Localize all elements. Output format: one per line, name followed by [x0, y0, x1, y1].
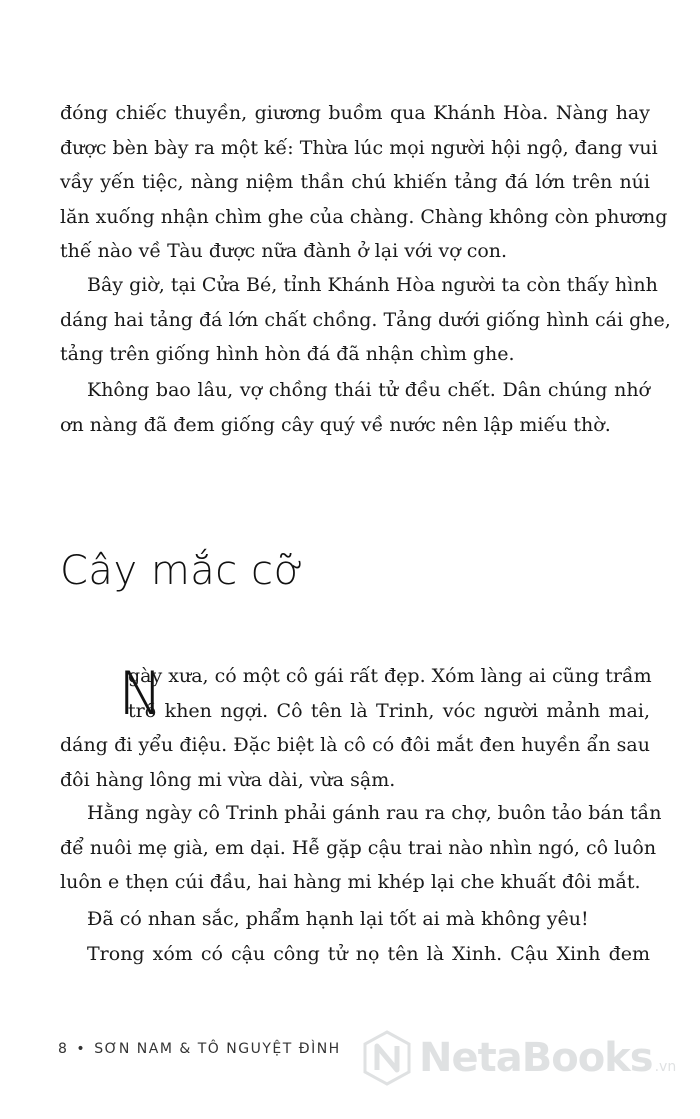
- text-line: dáng đi yểu điệu. Đặc biệt là cô có đôi mắt đen huyền ẩn sau: [60, 734, 650, 756]
- text-line: trồ khen ngợi. Cô tên là Trinh, vóc người mảnh mai,: [128, 699, 650, 722]
- text-line: Không bao lâu, vợ chồng thái tử đều chết. Dân chúng nhớ: [87, 379, 650, 401]
- footer-authors: SƠN NAM & TÔ NGUYỆT ĐÌNH: [94, 1041, 341, 1057]
- text-line: Đã có nhan sắc, phẩm hạnh lại tốt ai mà không yêu!: [87, 908, 589, 930]
- text-line: thế nào về Tàu được nữa đành ở lại với vợ con.: [60, 240, 508, 262]
- text-line: để nuôi mẹ già, em dại. Hễ gặp cậu trai nào nhìn ngó, cô luôn: [60, 836, 657, 859]
- netabooks-logo-icon: [363, 1030, 411, 1086]
- text-line: đóng chiếc thuyền, giương buồm qua Khánh Hòa. Nàng hay: [60, 102, 650, 124]
- text-line: Hằng ngày cô Trinh phải gánh rau ra chợ, buôn tảo bán tần: [87, 802, 662, 824]
- paragraph-continuation: [60, 96, 668, 269]
- text-line: Trong xóm có cậu công tử nọ tên là Xinh. Cậu Xinh đem: [87, 943, 650, 965]
- paragraph-xinh: [60, 937, 650, 972]
- paragraph-ending: [60, 373, 650, 442]
- text-line: gày xưa, có một cô gái rất đẹp. Xóm làng ai cũng trầm: [128, 665, 652, 687]
- text-line: luôn e thẹn cúi đầu, hai hàng mi khép lại che khuất đôi mắt.: [60, 871, 641, 893]
- drop-cap: N: [118, 659, 163, 729]
- footer-separator: •: [76, 1041, 87, 1057]
- text-line: vầy yến tiệc, nàng niệm thần chú khiến tảng đá lớn trên núi: [60, 171, 650, 193]
- text-line: ơn nàng đã đem giống cây quý về nước nên lập miếu thờ.: [60, 413, 611, 436]
- paragraph-cua-be: [60, 268, 671, 372]
- paragraph-virtue: [60, 902, 650, 937]
- watermark-brand: NetaBooks .vn: [419, 1035, 677, 1081]
- text-line: lăn xuống nhận chìm ghe của chàng. Chàng không còn phương: [60, 205, 668, 228]
- netabooks-watermark: [363, 1030, 676, 1086]
- paragraph-daily-life: [60, 796, 662, 900]
- page-number: 8: [58, 1041, 69, 1057]
- text-line: dáng hai tảng đá lớn chất chồng. Tảng dưới giống hình cái ghe,: [60, 308, 671, 331]
- page-footer: [58, 1041, 341, 1057]
- chapter-title: Cây mắc cỡ: [60, 548, 305, 594]
- text-line: tảng trên giống hình hòn đá đã nhận chìm ghe.: [60, 343, 515, 365]
- text-line: đôi hàng lông mi vừa dài, vừa sậm.: [60, 768, 396, 791]
- text-line: được bèn bày ra một kế: Thừa lúc mọi người hội ngộ, đang vui: [60, 136, 658, 159]
- paragraph-intro: [60, 659, 650, 797]
- text-line: Bây giờ, tại Cửa Bé, tỉnh Khánh Hòa người ta còn thấy hình: [87, 274, 658, 296]
